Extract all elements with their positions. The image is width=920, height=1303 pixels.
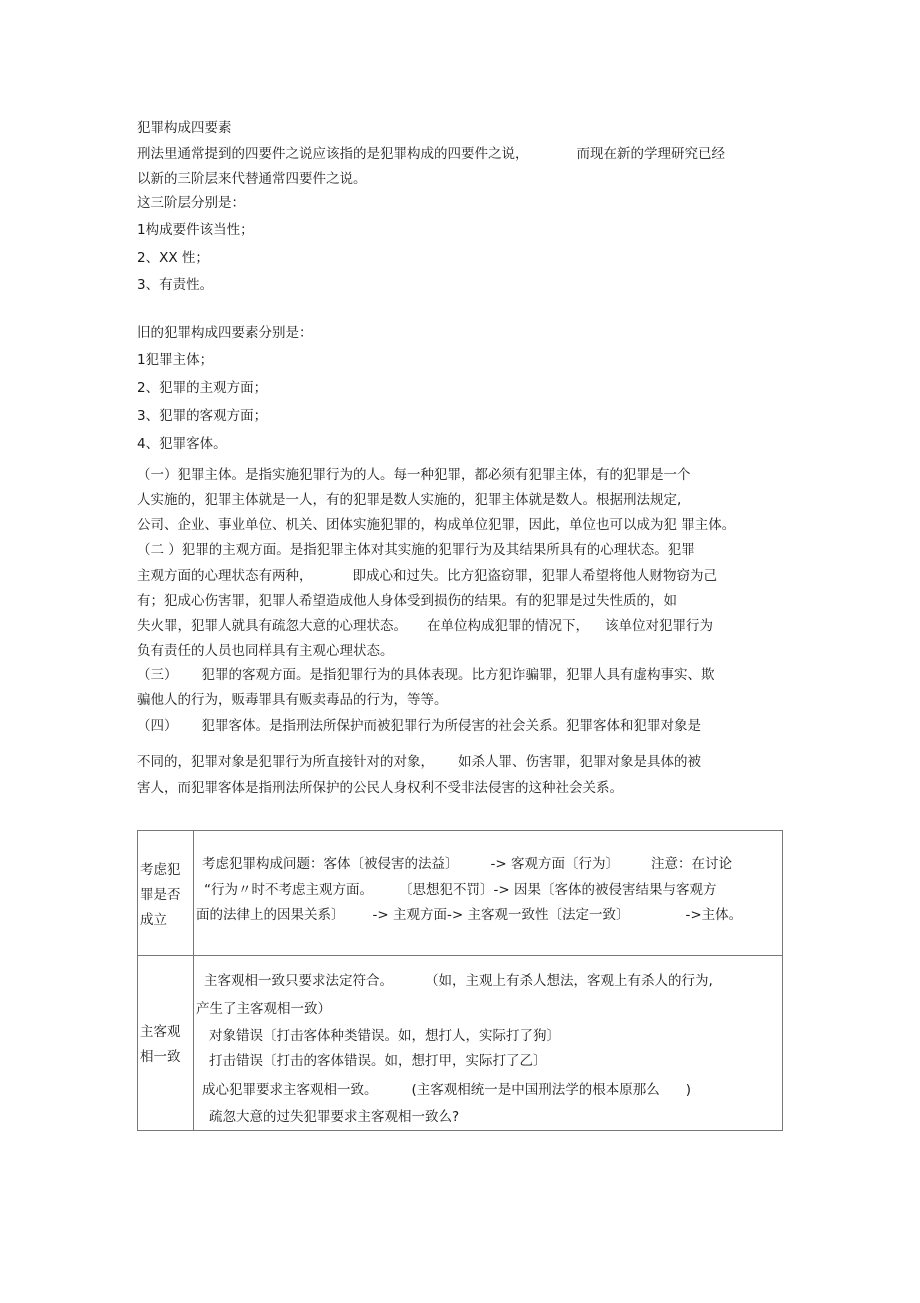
row1-label-2: 罪是否 (140, 887, 181, 903)
section2-line-5: 负有责任的人员也同样具有主观心理状态。 (137, 643, 394, 659)
tier-item-2: 2、XX 性； (137, 250, 209, 266)
section3-line-2: 骗他人的行为，贩毒罪具有贩卖毒品的行为，等等。 (137, 692, 448, 708)
section3-line-1: （三） 犯罪的客观方面。是指犯罪行为的具体表现。比方犯诈骗罪，犯罪人具有虚构事实、欺 (137, 667, 715, 683)
row2-label-2: 相一致 (140, 1049, 181, 1065)
row1-label-1: 考虑犯 (140, 862, 181, 878)
row2-content-line-5: 成心犯罪要求主客观相一致。 (主客观相统一是中国刑法学的根本原那么 ) (202, 1082, 692, 1098)
intro-line-1: 刑法里通常提到的四要件之说应该指的是犯罪构成的四要件之说， 而现在新的学理研究已经 (137, 146, 725, 162)
section2-line-2: 主观方面的心理状态有两种， 即成心和过失。比方犯盗窃罪，犯罪人希望将他人财物窃为己 (137, 568, 717, 584)
row1-label-3: 成立 (140, 912, 167, 928)
section4-line-3: 害人，而犯罪客体是指刑法所保护的公民人身权利不受非法侵害的这种社会关系。 (137, 780, 623, 796)
section4-line-1: （四） 犯罪客体。是指刑法所保护而被犯罪行为所侵害的社会关系。犯罪客体和犯罪对象是 (137, 718, 701, 734)
section2-line-3: 有；犯成心伤害罪，犯罪人希望造成他人身体受到损伤的结果。有的犯罪是过失性质的，如 (137, 593, 677, 609)
table-row-divider (137, 955, 783, 956)
section2-line-1: （二 ）犯罪的主观方面。是指犯罪主体对其实施的犯罪行为及其结果所具有的心理状态。犯罪 (137, 542, 695, 558)
old-element-2: 2、犯罪的主观方面； (137, 380, 268, 396)
old-element-3: 3、犯罪的客观方面； (137, 408, 268, 424)
row2-content-line-4: 打击错误〔打击的客体错误。如，想打甲，实际打了乙〕 (209, 1053, 547, 1069)
old-element-4: 4、犯罪客体。 (137, 436, 227, 452)
intro-line-2: 以新的三阶层来代替通常四要件之说。 (137, 171, 367, 187)
row2-content-line-3: 对象错误〔打击客体种类错误。如，想打人，实际打了狗〕 (209, 1028, 560, 1044)
old-element-1: 1犯罪主体； (137, 352, 214, 368)
section1-line-2: 人实施的，犯罪主体就是一人，有的犯罪是数人实施的，犯罪主体就是数人。根据刑法规定, (137, 492, 682, 508)
doc-title: 犯罪构成四要素 (137, 120, 232, 136)
section2-line-4: 失火罪，犯罪人就具有疏忽大意的心理状态。 在单位构成犯罪的情况下， 该单位对犯罪行为 (137, 618, 713, 634)
tier-item-3: 3、有责性。 (137, 277, 214, 293)
section4-line-2: 不同的，犯罪对象是犯罪行为所直接针对的对象， 如杀人罪、伤害罪，犯罪对象是具体的被 (137, 754, 701, 770)
row2-content-line-6: 疏忽大意的过失犯罪要求主客观相一致么? (209, 1109, 460, 1125)
row2-label-1: 主客观 (140, 1024, 181, 1040)
row2-content-line-2: 产生了主客观相一致） (196, 1001, 331, 1017)
table-column-divider (193, 830, 194, 1131)
row2-content-line-1: 主客观相一致只要求法定符合。 （如，主观上有杀人想法，客观上有杀人的行为, (204, 973, 713, 989)
section1-line-1: （一）犯罪主体。是指实施犯罪行为的人。每一种犯罪，都必须有犯罪主体，有的犯罪是一个 (137, 467, 691, 483)
section1-line-3: 公司、企业、事业单位、机关、团体实施犯罪的，构成单位犯罪，因此，单位也可以成为犯 罪主体。 (137, 517, 736, 533)
intro-line-3: 这三阶层分别是： (137, 195, 245, 211)
row1-content-line-1: 考虑犯罪构成问题：客体〔被侵害的法益〕 -> 客观方面〔行为〕 注意：在讨论 (202, 856, 732, 872)
row1-content-line-3: 面的法律上的因果关系〕 -> 主观方面-> 主客观一致性〔法定一致〕 ->主体。 (196, 907, 743, 923)
tier-item-1: 1构成要件该当性； (137, 222, 254, 238)
old-elements-header: 旧的犯罪构成四要素分别是： (137, 325, 313, 341)
row1-content-line-2: “行为〃时不考虑主观方面。 〔思想犯不罚〕-> 因果〔客体的被侵害结果与客观方 (204, 882, 717, 898)
